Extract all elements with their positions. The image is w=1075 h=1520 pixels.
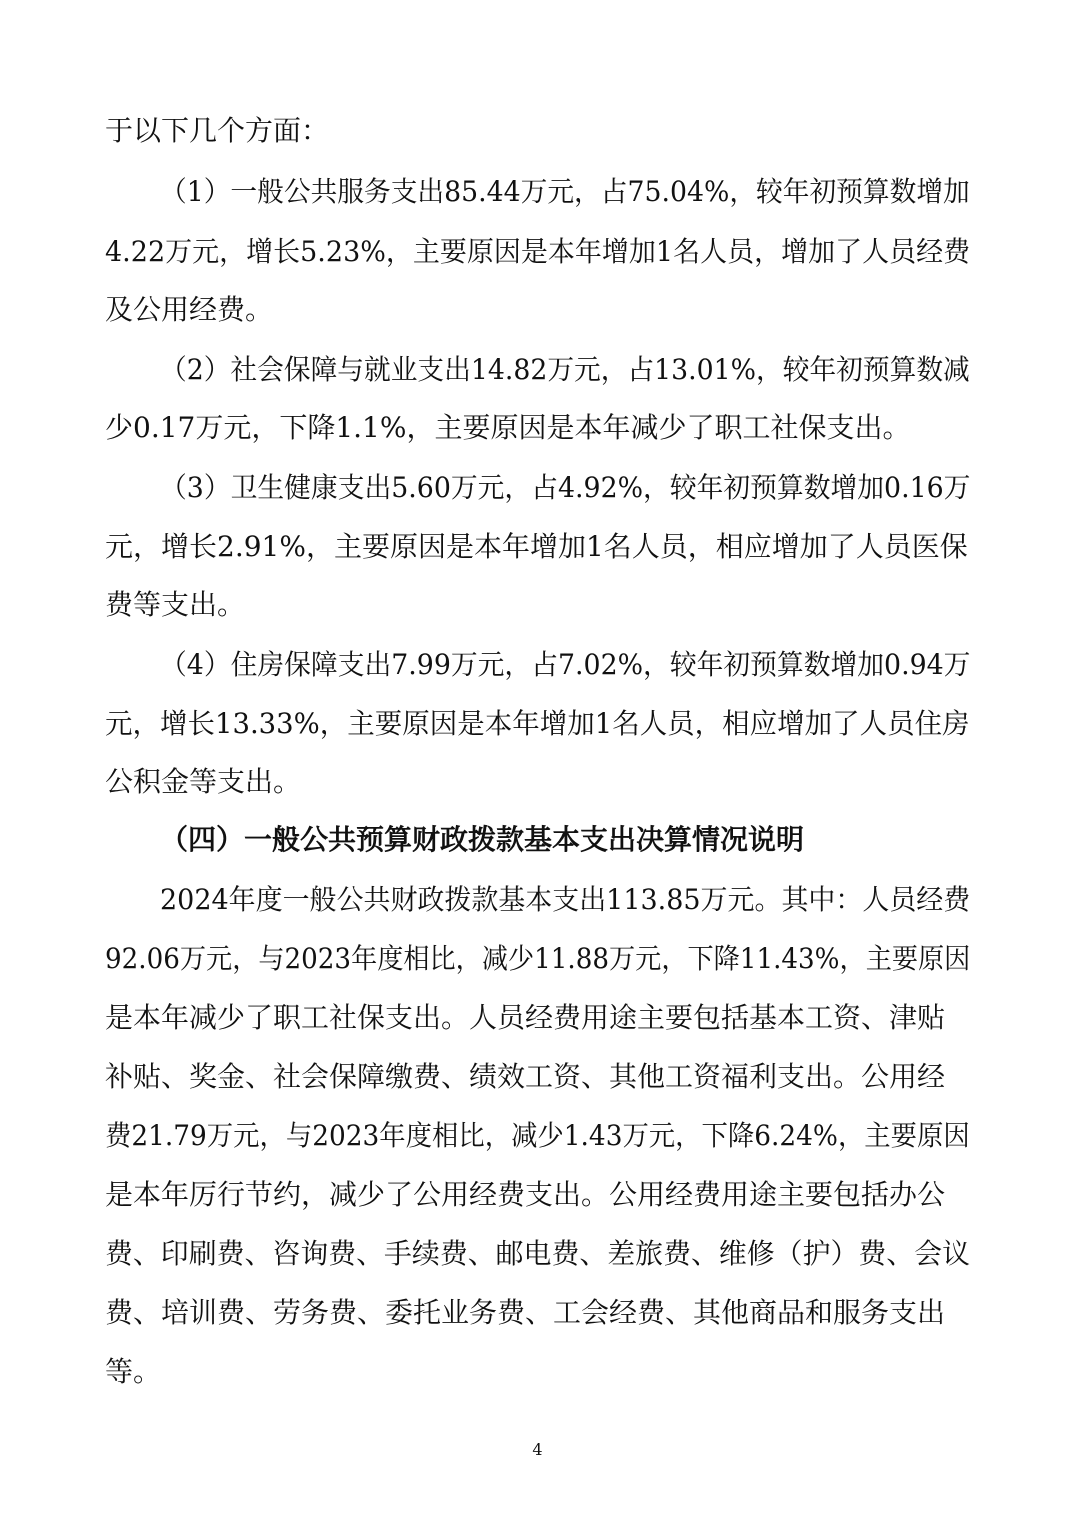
page-number: 4	[532, 1440, 543, 1459]
text-line: （3）卫生健康支出5.60万元，占4.92%，较年初预算数增加0.16万	[160, 471, 971, 504]
text-line: 2024年度一般公共财政拨款基本支出113.85万元。其中：人员经费	[160, 883, 971, 916]
text-line: 公积金等支出。	[105, 765, 302, 798]
text-line: （2）社会保障与就业支出14.82万元，占13.01%，较年初预算数减	[160, 353, 970, 386]
text-line: 是本年厉行节约，减少了公用经费支出。公用经费用途主要包括办公	[105, 1178, 946, 1211]
text-line: 等。	[105, 1355, 162, 1388]
text-line: 元，增长13.33%，主要原因是本年增加1名人员，相应增加了人员住房	[105, 707, 970, 740]
text-line: 于以下几个方面：	[105, 114, 330, 147]
section-heading: （四）一般公共预算财政拨款基本支出决算情况说明	[160, 823, 805, 856]
text-line: （4）住房保障支出7.99万元，占7.02%，较年初预算数增加0.94万	[160, 648, 971, 681]
text-line: 是本年减少了职工社保支出。人员经费用途主要包括基本工资、津贴	[105, 1001, 946, 1034]
text-line: 费等支出。	[105, 588, 246, 621]
text-line: 元，增长2.91%，主要原因是本年增加1名人员，相应增加了人员医保	[105, 530, 968, 563]
text-line: 费、印刷费、咨询费、手续费、邮电费、差旅费、维修（护）费、会议	[105, 1237, 971, 1270]
text-line: 费21.79万元，与2023年度相比，减少1.43万元，下降6.24%，主要原因	[105, 1119, 970, 1152]
text-line: 少0.17万元，下降1.1%，主要原因是本年减少了职工社保支出。	[105, 411, 911, 444]
text-line: （1）一般公共服务支出85.44万元，占75.04%，较年初预算数增加	[160, 175, 970, 208]
text-line: 92.06万元，与2023年度相比，减少11.88万元，下降11.43%，主要原因	[105, 942, 971, 975]
text-line: 4.22万元，增长5.23%，主要原因是本年增加1名人员，增加了人员经费	[105, 235, 971, 268]
text-line: 补贴、奖金、社会保障缴费、绩效工资、其他工资福利支出。公用经	[105, 1060, 946, 1093]
text-line: 费、培训费、劳务费、委托业务费、工会经费、其他商品和服务支出	[105, 1296, 946, 1329]
text-line: 及公用经费。	[105, 293, 274, 326]
